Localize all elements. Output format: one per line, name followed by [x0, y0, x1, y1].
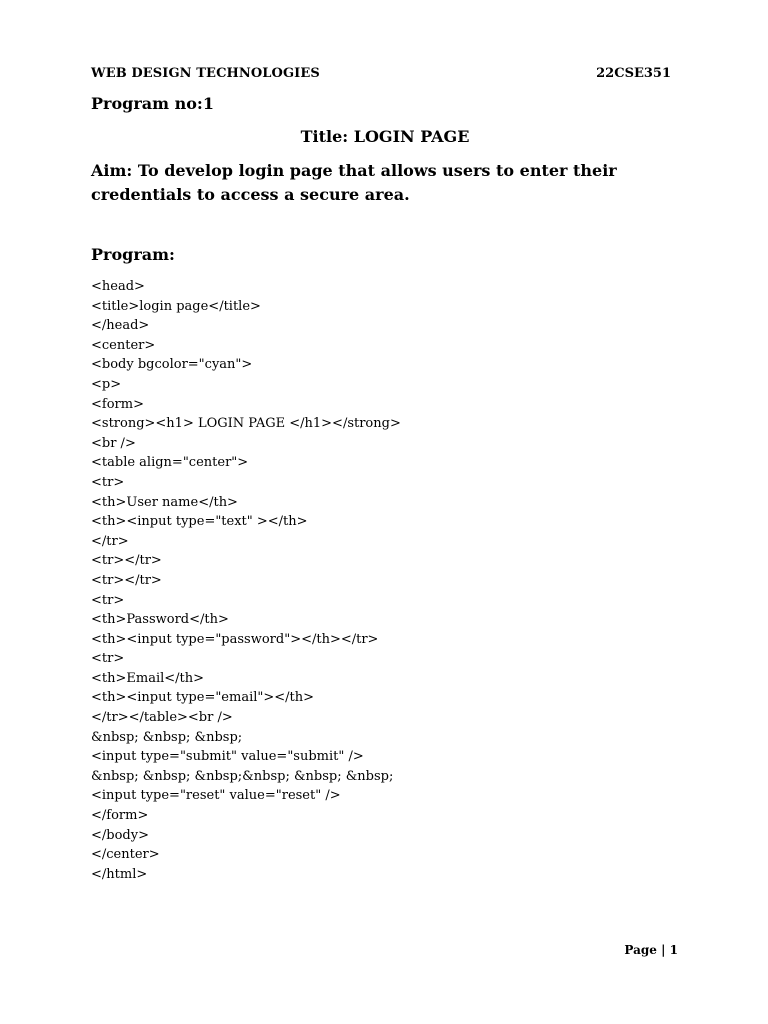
code-line: </center> — [91, 847, 160, 863]
code-line: <tr> — [91, 651, 125, 667]
code-line: &nbsp; &nbsp; &nbsp; — [91, 729, 243, 745]
code-line: </tr> — [91, 533, 129, 549]
code-listing — [91, 277, 401, 884]
page-number: Page | 1 — [624, 943, 678, 957]
code-line: <title>login page</title> — [91, 298, 261, 314]
course-title: WEB DESIGN TECHNOLOGIES — [91, 66, 320, 81]
code-line: <p> — [91, 376, 122, 392]
code-line: </head> — [91, 318, 150, 334]
program-heading: Program: — [91, 245, 175, 264]
code-line: &nbsp; &nbsp; &nbsp;&nbsp; &nbsp; &nbsp; — [91, 768, 394, 784]
code-line: </form> — [91, 808, 149, 824]
code-line: <head> — [91, 279, 145, 294]
code-line: </body> — [91, 827, 149, 843]
document-title — [0, 127, 768, 146]
code-line: </html> — [91, 866, 148, 882]
course-code: 22CSE351 — [596, 66, 671, 81]
code-line: <tr></tr> — [91, 553, 162, 569]
code-line: <input type="submit" value="submit" /> — [91, 749, 364, 765]
code-line: <tr></tr> — [91, 572, 162, 588]
code-line: <th><input type="email"></th> — [91, 690, 315, 706]
aim-paragraph: Aim: To develop login page that allows users to enter their credentials to access a secure area. — [91, 161, 617, 204]
code-line: <th><input type="text" ></th> — [91, 514, 308, 530]
code-line: <th>Password</th> — [91, 612, 229, 628]
code-line: <th>User name</th> — [91, 494, 238, 510]
code-line: <th>Email</th> — [91, 670, 205, 686]
program-number: Program no:1 — [91, 94, 214, 113]
code-line: <center> — [91, 337, 156, 353]
code-line: <th><input type="password"></th></tr> — [91, 631, 379, 647]
code-line: <strong><h1> LOGIN PAGE </h1></strong> — [91, 416, 401, 432]
code-line: </tr></table><br /> — [91, 710, 233, 726]
code-line: <tr> — [91, 592, 125, 608]
code-line: <table align="center"> — [91, 455, 249, 471]
code-line: <br /> — [91, 435, 136, 451]
code-line: <tr> — [91, 474, 125, 490]
code-line: <body bgcolor="cyan"> — [91, 357, 253, 373]
code-line: <form> — [91, 396, 144, 412]
code-line: <input type="reset" value="reset" /> — [91, 788, 341, 804]
document-title-text: Title: LOGIN PAGE — [300, 127, 470, 146]
